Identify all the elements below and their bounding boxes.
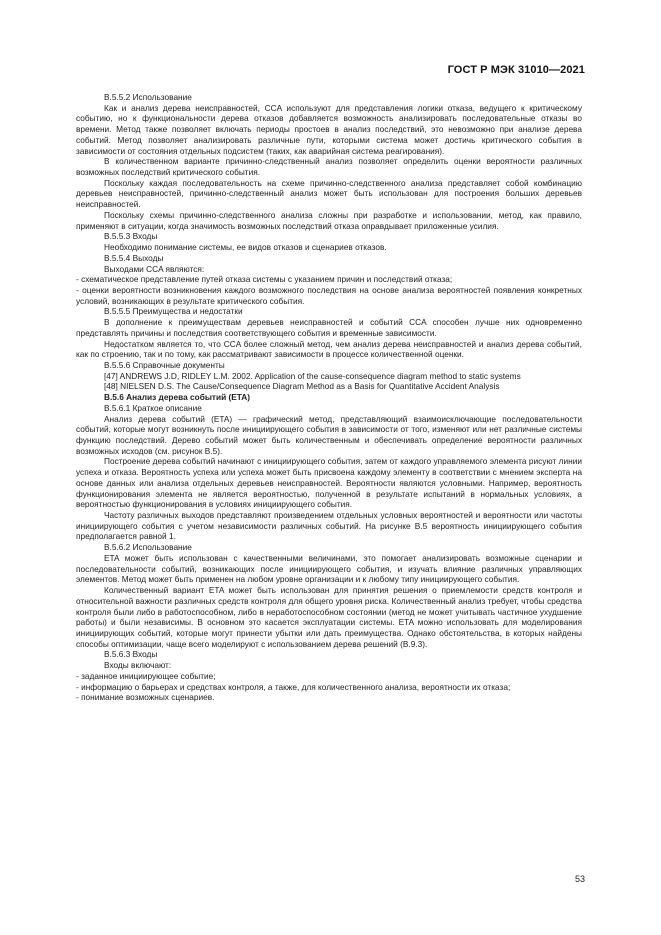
paragraph: Выходами CCA являются: — [104, 263, 205, 274]
paragraph: Как и анализ дерева неисправностей, CCA используют для представления логики отказа, ведущего к критическому событию, но к функциональности дерева отказов добавляется возможность анализировать последовательные отказы во времени. Метод также позволяет включать периоды простоев в анализ последствий, это невозможно при анализе дерева событий. Метод позволяет анализировать различные пути, которыми система может достичь критического события в зависимости от состояния отдельных подсистем (таких, как аварийная система реагирования). — [76, 102, 582, 156]
paragraph: Входы включают: — [104, 660, 172, 671]
paragraph: Недостатком является то, что CCA более сложный метод, чем анализ дерева неисправностей и анализ дерева событий, как по строению, так и по тому, как рассматривают зависимости в процессе количественной оценки. — [76, 338, 582, 360]
paragraph: Поскольку каждая последовательность на схеме причинно-следственного анализа представляет собой комбинацию деревьев неисправностей, причинно-следственный анализ может быть использован для построения больших деревьев неисправностей. — [76, 177, 582, 210]
subsection-heading: B.5.5.4 Выходы — [104, 252, 164, 263]
paragraph: Необходимо понимание системы, ее видов отказов и сценариев отказов. — [104, 242, 387, 253]
paragraph: ETA может быть использован с качественными величинами, это помогает анализировать возможные сценарии и последовательности событий, возникающих после инициирующего события, и изучать влияние различных управляющих элементов. Метод может быть применен на любом уровне организации и к любому типу инициирующего события. — [76, 552, 582, 585]
paragraph: Количественный вариант ETA может быть использован для принятия решения о приемлемости средств контроля и относительной важности различных средств контроля для общего уровня риска. Количественный анализ требует, чтобы средства контроля были либо в работоспособном, либо в неработоспособном состоянии (метод не может учитывать частичное ухудшение работы) и были независимы. В основном это касается эксплуатации системы. ETA можно использовать для моделирования инициирующих событий, которые могут принести убытки или дать преимущества. Однако обстоятельства, в которых найдены способы оптимизации, чаще всего моделируют с использованием дерева решений (B.9.3). — [76, 585, 582, 649]
list-item: - заданное инициирующее событие; — [76, 670, 216, 681]
subsection-heading: B.5.6.3 Входы — [104, 649, 158, 660]
list-item: - схематическое представление путей отказа системы с указанием причин и последствий отказа; — [76, 274, 453, 285]
body-text — [76, 92, 582, 703]
paragraph: Поскольку схемы причинно-следственного анализа сложны при разработке и использовании, метод, как правило, применяют в ситуации, когда значимость возможных последствий отказа оправдывает приложенные усилия. — [76, 209, 582, 231]
list-item: - оценки вероятности возникновения каждого возможного последствия на основе анализа вероятностей появления конкретных условий, возникающих в результате критического события. — [76, 284, 582, 306]
paragraph: В дополнение к преимуществам деревьев неисправностей и событий CCA способен лучше них одновременно представлять причины и последствия соответствующего события и временные зависимости. — [76, 317, 582, 338]
subsection-heading: B.5.5.6 Справочные документы — [104, 359, 225, 370]
section-heading: B.5.6 Анализ дерева событий (ETA) — [104, 392, 250, 403]
reference-item: [48] NIELSEN D.S. The Cause/Consequence Diagram Method as a Basis for Quantitative Accident Analysis — [104, 381, 500, 392]
reference-item: [47] ANDREWS J.D, RIDLEY L.M. 2002. Application of the cause-consequence diagram method to static systems — [104, 370, 521, 381]
list-item: - информацию о барьерах и средствах контроля, а также, для количественного анализа, вероятности их отказа; — [76, 681, 511, 692]
subsection-heading: B.5.5.3 Входы — [104, 231, 158, 242]
subsection-heading: B.5.5.2 Использование — [104, 92, 192, 102]
paragraph: Анализ дерева событий (ETA) — графический метод, представляющий взаимоисключающие последовательности событий, которые могут возникнуть после инициирующего события в зависимости от того, изменяют или нет различные системы функцию последствий. Дерево событий может быть количественным и обеспечивать определение вероятности различных возможных исходов (см. рисунок B.5). — [76, 413, 582, 456]
paragraph: Частоту различных выходов представляют произведением отдельных условных вероятностей и вероятности или частоты инициирующего события с учетом независимости различных событий. На рисунке B.5 вероятность инициирующего события предполагается равной 1. — [76, 510, 582, 542]
subsection-heading: B.5.6.1 Краткое описание — [104, 402, 202, 413]
paragraph: В количественном варианте причинно-следственный анализ позволяет определить оценки вероятности различных возможных последствий критического события. — [76, 156, 582, 178]
list-item: - понимание возможных сценариев. — [76, 692, 215, 703]
document-header: ГОСТ Р МЭК 31010—2021 — [447, 64, 585, 76]
page-number: 53 — [574, 874, 585, 884]
subsection-heading: B.5.6.2 Использование — [104, 542, 192, 553]
paragraph: Построение дерева событий начинают с инициирующего события, затем от каждого управляемого элемента рисуют линии успеха и отказа. Вероятность успеха или успеха может быть присвоена каждому элементу в соответствии с мнением эксперта на основе данных или анализа отдельных деревьев неисправностей. Вероятности являются условными. Например, вероятность функционирования элемента не является вероятностью, полученной в результате испытаний в нормальных условиях, а вероятностью функционирования в условиях инициирующего события. — [76, 456, 582, 510]
subsection-heading: B.5.5.5 Преимущества и недостатки — [104, 306, 243, 317]
